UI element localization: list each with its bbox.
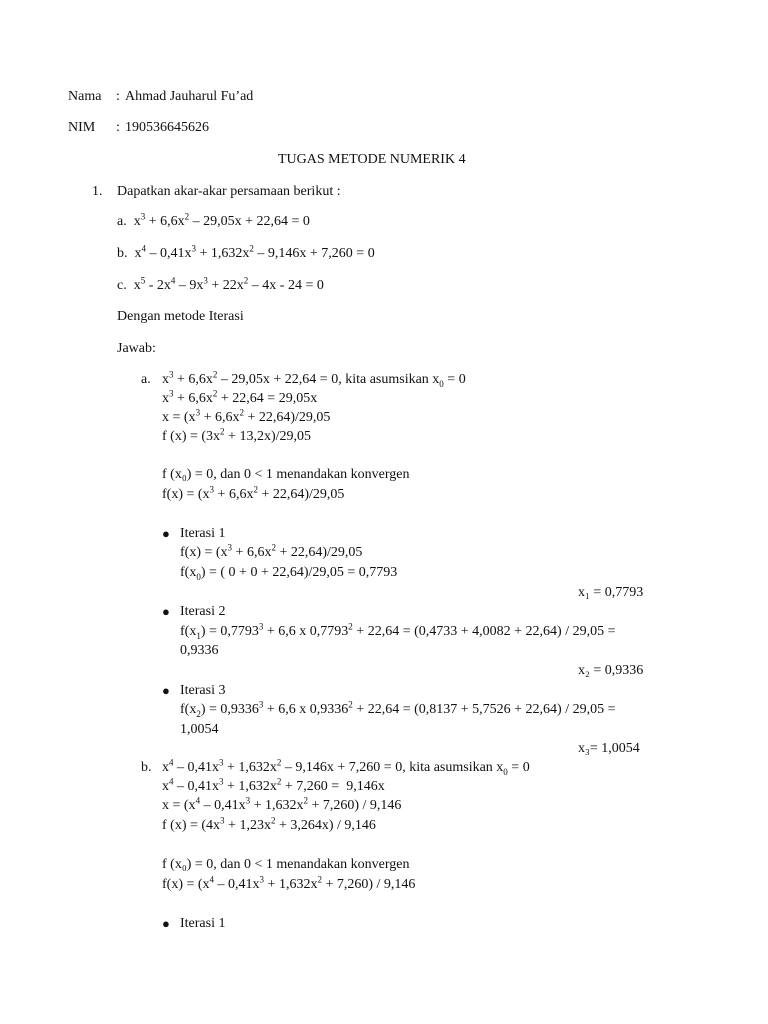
answer-a-line: $x^3 + 6,6x^2 - 29,05x + 22,64 = 0$, kita asumsikan $x_0 = 0$: [162, 369, 466, 389]
bullet-icon: ●: [162, 526, 170, 541]
answer-a-convergence: f (x₀) = 0, dan 0 < 1 menandakan konvergen: [162, 467, 410, 482]
answer-a-line: $f(x) = (x^3 + 6,6x^2 + 22,64)/29,05$: [162, 484, 345, 502]
answer-a-label: a.: [141, 372, 151, 387]
answer-b-line: f $(x) = (4x^3 + 1,23x^2 + 3,264x) / 9,146$: [162, 815, 376, 833]
question-item-a: a. $x^3 + 6,6x^2 - 29,05x + 22,64 = 0$: [117, 211, 310, 229]
nama-separator: :: [116, 89, 120, 104]
iteration-line: $f(x_1) = 0,7793^3 + 6,6$ x $0,7793^2 + 22,64 = (0,4733 + 4,0082 + 22,64) / 29,05$ =: [180, 621, 616, 641]
question-number: 1.: [92, 184, 103, 199]
answer-b-label: b.: [141, 760, 152, 775]
item-label: a.: [117, 214, 127, 229]
iteration-result: x₃= 1,0054: [578, 741, 640, 756]
iteration-line: $f(x_0)$ = ( 0 + 0 + 22,64)/29,05 = 0,7793: [180, 565, 398, 582]
nama-label: Nama: [68, 89, 102, 104]
page-title: TUGAS METODE NUMERIK 4: [278, 152, 466, 167]
bullet-icon: ●: [162, 916, 170, 931]
iteration-title: Iterasi 3: [180, 683, 226, 698]
nim-label: NIM: [68, 120, 96, 135]
answer-b-line: $x^4 - 0,41x^3 + 1,632x^2 + 7,260 = 9,146x$: [162, 776, 385, 794]
answer-b-convergence: f (x₀) = 0, dan 0 < 1 menandakan konvergen: [162, 857, 410, 872]
iteration-line: $f(x_2) = 0,9336^3 + 6,6$ x $0,9336^2 + 22,64 = (0,8137 + 5,7526 + 22,64) / 29,05$ =: [180, 699, 616, 719]
nim-separator: :: [116, 120, 120, 135]
item-label: c.: [117, 278, 127, 293]
iteration-line: $f(x) = (x^3 + 6,6x^2 + 22,64)/29,05$: [180, 542, 363, 560]
iteration-title: Iterasi 1: [180, 526, 226, 541]
nim-value: 190536645626: [125, 120, 209, 135]
iteration-title: Iterasi 1: [180, 916, 226, 931]
question-text: Dapatkan akar-akar persamaan berikut :: [117, 184, 341, 199]
iteration-line-cont: 1,0054: [180, 722, 219, 737]
method-text: Dengan metode Iterasi: [117, 309, 244, 324]
question-item-c: c. $x^5 - 2x^4 - 9x^3 + 22x^2 - 4x - 24 = 0$: [117, 275, 324, 293]
nama-value: Ahmad Jauharul Fu’ad: [125, 89, 254, 104]
iteration-line-cont: 0,9336: [180, 643, 219, 658]
question-item-b: b. $x^4 - 0,41x^3 + 1,632x^2 - 9,146x + 7,260 = 0$: [117, 243, 375, 261]
answer-b-line: $f(x) = (x^4 - 0,41x^3 + 1,632x^2 + 7,260) / 9,146$: [162, 874, 416, 892]
answer-b-line: $x^4 - 0,41x^3 + 1,632x^2 - 9,146x + 7,260 = 0$, kita asumsikan $x_0 = 0$: [162, 757, 530, 777]
bullet-icon: ●: [162, 683, 170, 698]
answer-b-line: $x = (x^4 - 0,41x^3 + 1,632x^2 + 7,260) / 9,146$: [162, 795, 402, 813]
answer-a-line: $x^3 + 6,6x^2 + 22,64 = 29,05x$: [162, 388, 318, 406]
answer-a-line: f $(x) = (3x^2 + 13,2x)/29,05$: [162, 426, 311, 444]
iteration-title: Iterasi 2: [180, 604, 226, 619]
item-label: b.: [117, 246, 128, 261]
answer-label: Jawab:: [117, 341, 156, 356]
iteration-result: x₂ = 0,9336: [578, 663, 644, 678]
iteration-result: x₁ = 0,7793: [578, 585, 644, 600]
answer-a-line: $x = (x^3 + 6,6x^2 + 22,64)/29,05$: [162, 407, 331, 425]
bullet-icon: ●: [162, 604, 170, 619]
